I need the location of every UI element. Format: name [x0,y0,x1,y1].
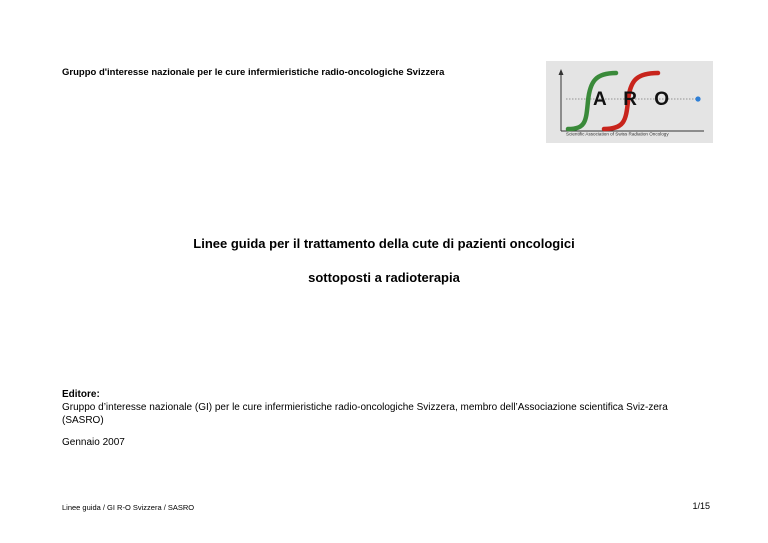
document-title-line2: sottoposti a radioterapia [308,270,460,285]
header-organization: Gruppo d'interesse nazionale per le cure infermieristiche radio-oncologiche Svizzera [62,67,445,78]
sasro-logo [546,61,713,143]
logo-tagline: Scientific Association of Swiss Radiation Oncology [566,131,669,137]
publication-date: Gennaio 2007 [62,437,125,448]
logo-axis-arrow [559,69,564,75]
logo-blue-dot [695,96,700,101]
editor-label: Editore: [62,389,100,400]
footer-left: Linee guida / GI R-O Svizzera / SASRO [62,503,195,512]
editor-text: Gruppo d’interesse nazionale (GI) per le cure infermieristiche radio-oncologiche Svizzera, membro dell’Associazione scientifica Sviz-zera (SASRO) [62,402,668,426]
sasro-logo-graphic [546,61,713,143]
logo-letters: A R O [592,89,676,110]
document-title-line1: Linee guida per il trattamento della cute di pazienti oncologici [193,236,575,251]
page-number: 1/15 [692,501,710,511]
